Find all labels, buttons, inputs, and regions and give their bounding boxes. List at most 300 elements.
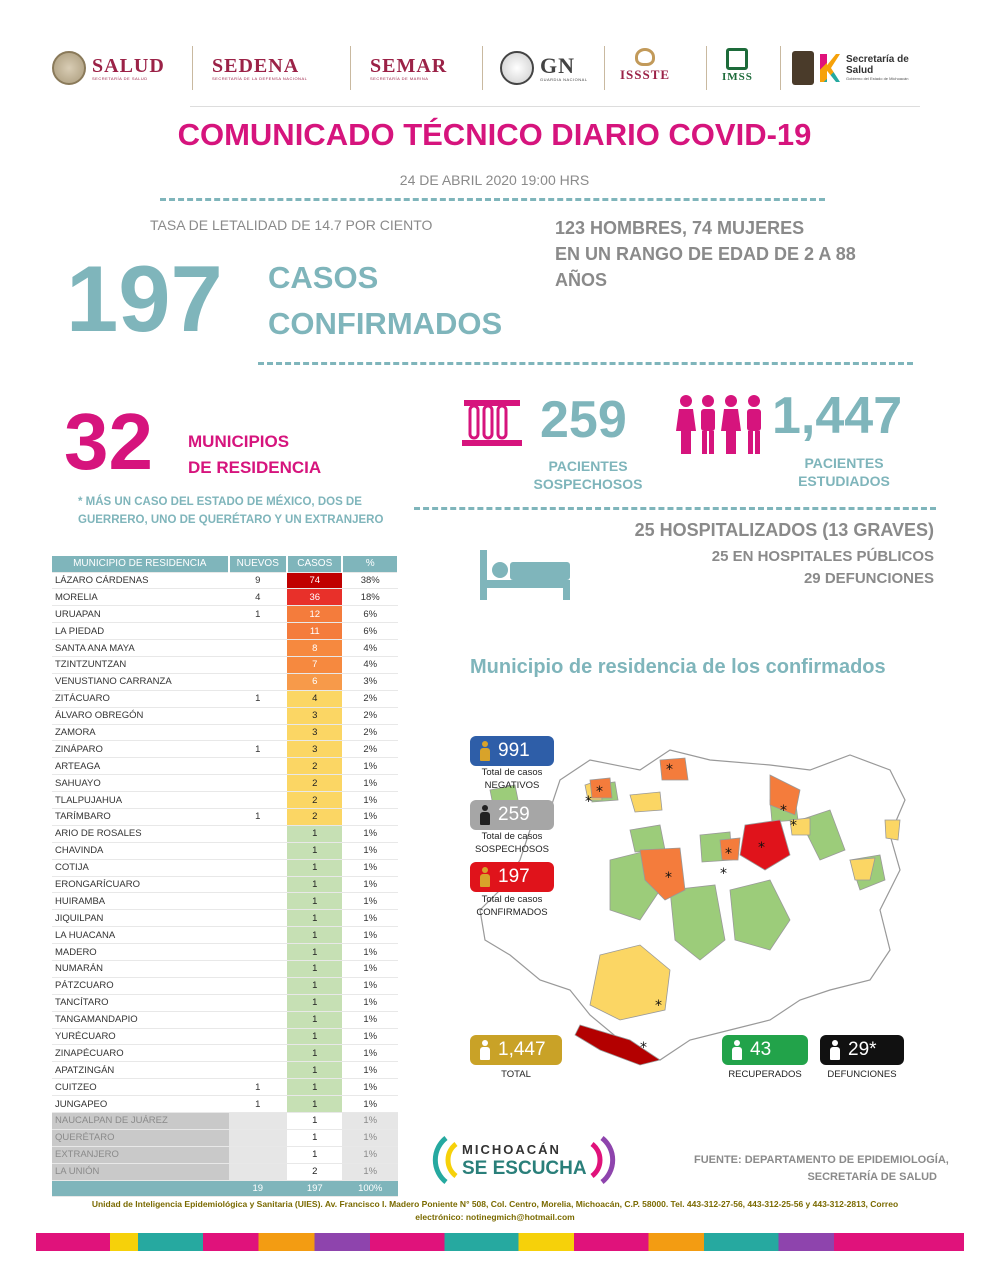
table-row bbox=[52, 623, 398, 640]
cases-cell: 74 bbox=[287, 572, 342, 589]
footer-address: Unidad de Inteligencia Epidemiológica y Sanitaria (UIES). Av. Francisco I. Madero Poniente N° 508, Col. Centro, Morelia, Michoacán, C.P. 58000. Tel. 443-312-27-56, 443-312-25-56 y 443-312-2813, Correo bbox=[91, 1199, 899, 1209]
municipality-name: ERONGARÍCUARO bbox=[52, 876, 229, 893]
recovered-box bbox=[722, 1035, 808, 1065]
svg-text:*: * bbox=[640, 1040, 647, 1056]
semar-logo bbox=[370, 48, 447, 88]
issste-flame-icon bbox=[635, 48, 655, 66]
percent-cell: 6% bbox=[342, 606, 398, 623]
footer-stripe bbox=[36, 1233, 964, 1251]
cases-cell: 1 bbox=[287, 1079, 342, 1096]
percent-cell: 1% bbox=[342, 1028, 398, 1045]
confirmed-caption-1: Total de casos bbox=[481, 894, 543, 905]
table-row bbox=[52, 927, 398, 944]
svg-text:*: * bbox=[596, 784, 603, 800]
cases-cell: 1 bbox=[287, 876, 342, 893]
semar-name: SEMAR bbox=[370, 54, 448, 77]
municipality-name: JIQUILPAN bbox=[52, 910, 229, 927]
suspects-caption-2: SOSPECHOSOS bbox=[475, 844, 549, 856]
percent-cell: 1% bbox=[342, 1163, 398, 1180]
new-cases-cell bbox=[229, 927, 288, 944]
table-row bbox=[52, 707, 398, 724]
total-pct-cell: 100% bbox=[342, 1180, 398, 1197]
new-cases-cell bbox=[229, 977, 288, 994]
new-cases-cell bbox=[229, 825, 288, 842]
hospitalized-line-1: 25 HOSPITALIZADOS (13 GRAVES) bbox=[634, 520, 934, 540]
percent-cell: 1% bbox=[342, 758, 398, 775]
percent-cell: 38% bbox=[342, 572, 398, 589]
person-icon bbox=[478, 805, 492, 825]
demographics-line-2: EN UN RANGO DE EDAD DE 2 A 88 bbox=[555, 244, 856, 264]
new-cases-cell: 1 bbox=[229, 741, 288, 758]
municipality-name: ZINAPÉCUARO bbox=[52, 1045, 229, 1062]
table-row bbox=[52, 977, 398, 994]
cases-cell: 1 bbox=[287, 825, 342, 842]
new-cases-cell bbox=[229, 944, 288, 961]
confirmed-label-2: CONFIRMADOS bbox=[268, 306, 503, 341]
studied-label-2: ESTUDIADOS bbox=[798, 473, 890, 489]
cases-cell: 1 bbox=[287, 1096, 342, 1113]
logo-divider bbox=[350, 46, 351, 90]
logo-divider bbox=[192, 46, 193, 90]
suspects-value: 259 bbox=[498, 804, 530, 825]
table-row bbox=[52, 893, 398, 910]
semar-sub: SECRETARÍA DE MARINA bbox=[370, 75, 429, 81]
percent-cell: 1% bbox=[342, 960, 398, 977]
cases-cell: 36 bbox=[287, 589, 342, 606]
imss-emblem-icon bbox=[726, 48, 748, 70]
hospitalized-line-3: 29 DEFUNCIONES bbox=[803, 570, 934, 587]
table-row bbox=[52, 1146, 398, 1163]
table-row bbox=[52, 1079, 398, 1096]
cases-cell: 1 bbox=[287, 1146, 342, 1163]
percent-cell: 1% bbox=[342, 1062, 398, 1079]
municipality-name: COTIJA bbox=[52, 859, 229, 876]
studied-label-1: PACIENTES bbox=[804, 455, 884, 471]
new-cases-cell bbox=[229, 859, 288, 876]
table-row bbox=[52, 1011, 398, 1028]
michoacan-crest-icon bbox=[792, 51, 814, 85]
gn-name: GN bbox=[540, 52, 575, 78]
new-cases-cell bbox=[229, 792, 288, 809]
municipalities-note-2: GUERRERO, UNO DE QUERÉTARO Y UN EXTRANJERO bbox=[78, 514, 384, 526]
new-cases-cell bbox=[229, 842, 288, 859]
imss-name: IMSS bbox=[722, 71, 753, 83]
cases-cell: 2 bbox=[287, 758, 342, 775]
total-cases-cell: 197 bbox=[287, 1180, 342, 1197]
page-title: COMUNICADO TÉCNICO DIARIO COVID-19 bbox=[177, 117, 812, 152]
negatives-caption-2: NEGATIVOS bbox=[484, 780, 540, 792]
municipality-name: EXTRANJERO bbox=[52, 1146, 229, 1163]
cases-cell: 1 bbox=[287, 944, 342, 961]
percent-cell: 1% bbox=[342, 893, 398, 910]
confirmed-box bbox=[470, 862, 554, 892]
svg-text:*: * bbox=[655, 998, 662, 1014]
deaths-value: 29* bbox=[848, 1039, 877, 1060]
table-row bbox=[52, 944, 398, 961]
cases-cell: 2 bbox=[287, 1163, 342, 1180]
municipality-name: MADERO bbox=[52, 944, 229, 961]
svg-text:*: * bbox=[725, 846, 732, 862]
new-cases-cell: 9 bbox=[229, 572, 288, 589]
lethality-rate: TASA DE LETALIDAD DE 14.7 POR CIENTO bbox=[150, 217, 433, 233]
new-cases-cell bbox=[229, 876, 288, 893]
municipality-name: TANCÍTARO bbox=[52, 994, 229, 1011]
municipality-name: LA UNIÓN bbox=[52, 1163, 229, 1180]
table-row bbox=[52, 690, 398, 707]
percent-cell: 6% bbox=[342, 623, 398, 640]
new-cases-cell bbox=[229, 1163, 288, 1180]
michoacan-salud-logo bbox=[792, 48, 916, 88]
percent-cell: 1% bbox=[342, 1096, 398, 1113]
cases-cell: 1 bbox=[287, 1062, 342, 1079]
table-header: NUEVOS bbox=[229, 556, 288, 572]
dash-divider bbox=[414, 507, 936, 510]
table-header: % bbox=[342, 556, 398, 572]
person-icon bbox=[478, 867, 492, 887]
negatives-caption bbox=[470, 766, 554, 793]
suspects-caption bbox=[470, 830, 554, 857]
new-cases-cell: 1 bbox=[229, 1079, 288, 1096]
cases-cell: 2 bbox=[287, 808, 342, 825]
cases-cell: 2 bbox=[287, 792, 342, 809]
totals-row bbox=[52, 1180, 398, 1197]
svg-text:*: * bbox=[780, 803, 787, 819]
table-row bbox=[52, 758, 398, 775]
municipalities-label-2: DE RESIDENCIA bbox=[188, 458, 322, 477]
percent-cell: 1% bbox=[342, 927, 398, 944]
cases-cell: 1 bbox=[287, 1113, 342, 1130]
new-cases-cell bbox=[229, 1045, 288, 1062]
table-row bbox=[52, 656, 398, 673]
sec-salud-name: Secretaría de Salud bbox=[846, 54, 909, 76]
new-cases-cell bbox=[229, 640, 288, 657]
table-row bbox=[52, 741, 398, 758]
new-cases-cell: 1 bbox=[229, 606, 288, 623]
confirmed-label-1: CASOS bbox=[268, 260, 379, 295]
table-row bbox=[52, 1062, 398, 1079]
municipality-name: QUERÉTARO bbox=[52, 1129, 229, 1146]
table-row bbox=[52, 842, 398, 859]
issste-name: ISSSTE bbox=[620, 67, 671, 82]
cases-cell: 1 bbox=[287, 842, 342, 859]
cases-cell: 4 bbox=[287, 690, 342, 707]
table-row bbox=[52, 859, 398, 876]
new-cases-cell bbox=[229, 758, 288, 775]
logo-divider bbox=[482, 46, 483, 90]
new-cases-cell bbox=[229, 673, 288, 690]
percent-cell: 18% bbox=[342, 589, 398, 606]
municipalities-label-1: MUNICIPIOS bbox=[188, 432, 290, 451]
table-row bbox=[52, 808, 398, 825]
sedena-sub: SECRETARÍA DE LA DEFENSA NACIONAL bbox=[212, 75, 308, 81]
recovered-caption: RECUPERADOS bbox=[728, 1069, 802, 1080]
hospital-bed-icon bbox=[478, 550, 572, 600]
new-cases-cell bbox=[229, 910, 288, 927]
negatives-caption-1: Total de casos bbox=[481, 767, 543, 778]
new-cases-cell: 1 bbox=[229, 690, 288, 707]
hospitalized-line-2: 25 EN HOSPITALES PÚBLICOS bbox=[711, 548, 934, 565]
test-tubes-icon bbox=[462, 398, 522, 448]
new-cases-cell bbox=[229, 1011, 288, 1028]
municipalities-table bbox=[52, 556, 399, 1197]
new-cases-cell: 1 bbox=[229, 808, 288, 825]
total-box bbox=[470, 1035, 562, 1065]
municipality-name: JUNGAPEO bbox=[52, 1096, 229, 1113]
municipality-name: HUIRAMBA bbox=[52, 893, 229, 910]
municipality-name: LA HUACANA bbox=[52, 927, 229, 944]
percent-cell: 1% bbox=[342, 876, 398, 893]
campaign-line-2: SE ESCUCHA bbox=[462, 1158, 587, 1179]
cases-cell: 1 bbox=[287, 910, 342, 927]
sedena-name: SEDENA bbox=[212, 54, 300, 77]
percent-cell: 1% bbox=[342, 775, 398, 792]
cases-cell: 3 bbox=[287, 707, 342, 724]
new-cases-cell bbox=[229, 994, 288, 1011]
svg-text:*: * bbox=[665, 870, 672, 886]
percent-cell: 1% bbox=[342, 994, 398, 1011]
mexico-seal-icon bbox=[52, 51, 86, 85]
percent-cell: 1% bbox=[342, 977, 398, 994]
table-body bbox=[52, 572, 398, 1197]
people-icon bbox=[730, 1040, 744, 1060]
municipality-name: ZINÁPARO bbox=[52, 741, 229, 758]
table-row bbox=[52, 825, 398, 842]
table-row bbox=[52, 589, 398, 606]
new-cases-cell bbox=[229, 623, 288, 640]
municipality-name: LA PIEDAD bbox=[52, 623, 229, 640]
issste-logo bbox=[620, 48, 670, 88]
svg-text:*: * bbox=[758, 840, 765, 856]
table-row bbox=[52, 775, 398, 792]
municipality-name: SANTA ANA MAYA bbox=[52, 640, 229, 657]
table-row bbox=[52, 910, 398, 927]
table-row bbox=[52, 640, 398, 657]
municipalities-note-1: * MÁS UN CASO DEL ESTADO DE MÉXICO, DOS DE bbox=[78, 496, 362, 508]
svg-text:*: * bbox=[720, 866, 727, 882]
suspects-label-2: SOSPECHOSOS bbox=[533, 476, 643, 492]
percent-cell: 1% bbox=[342, 1113, 398, 1130]
municipality-name: ZITÁCUARO bbox=[52, 690, 229, 707]
cases-cell: 6 bbox=[287, 673, 342, 690]
percent-cell: 1% bbox=[342, 842, 398, 859]
dash-divider bbox=[258, 362, 913, 365]
cases-cell: 1 bbox=[287, 1129, 342, 1146]
municipality-name: CUITZEO bbox=[52, 1079, 229, 1096]
new-cases-cell bbox=[229, 707, 288, 724]
cases-cell: 12 bbox=[287, 606, 342, 623]
table-row bbox=[52, 1028, 398, 1045]
svg-text:*: * bbox=[790, 818, 797, 834]
cases-cell: 1 bbox=[287, 859, 342, 876]
new-cases-cell bbox=[229, 1113, 288, 1130]
total-caption: TOTAL bbox=[501, 1069, 531, 1080]
municipality-name: ÁLVARO OBREGÓN bbox=[52, 707, 229, 724]
imss-logo bbox=[722, 48, 753, 88]
cases-cell: 1 bbox=[287, 960, 342, 977]
table-row bbox=[52, 1096, 398, 1113]
salud-logo bbox=[52, 48, 165, 88]
cases-cell: 8 bbox=[287, 640, 342, 657]
gn-logo bbox=[500, 48, 588, 88]
percent-cell: 1% bbox=[342, 1079, 398, 1096]
cases-cell: 1 bbox=[287, 893, 342, 910]
table-row bbox=[52, 724, 398, 741]
table-row bbox=[52, 1113, 398, 1130]
table-row bbox=[52, 606, 398, 623]
cases-cell: 3 bbox=[287, 724, 342, 741]
report-date: 24 DE ABRIL 2020 19:00 HRS bbox=[399, 172, 590, 188]
table-row bbox=[52, 572, 398, 589]
new-cases-cell bbox=[229, 775, 288, 792]
municipality-name: ZAMORA bbox=[52, 724, 229, 741]
campaign-line-1: MICHOACÁN bbox=[462, 1142, 561, 1157]
new-cases-cell bbox=[229, 656, 288, 673]
municipality-name: MORELIA bbox=[52, 589, 229, 606]
percent-cell: 1% bbox=[342, 1146, 398, 1163]
new-cases-cell bbox=[229, 960, 288, 977]
people-icon bbox=[478, 1040, 492, 1060]
svg-text:*: * bbox=[585, 794, 592, 810]
table-row bbox=[52, 1045, 398, 1062]
person-icon bbox=[478, 741, 492, 761]
cases-cell: 7 bbox=[287, 656, 342, 673]
municipality-name: NUMARÁN bbox=[52, 960, 229, 977]
people-group-icon bbox=[676, 394, 766, 456]
confirmed-caption-2: CONFIRMADOS bbox=[476, 907, 548, 919]
negatives-box bbox=[470, 736, 554, 766]
logo-divider bbox=[780, 46, 781, 90]
suspects-label-1: PACIENTES bbox=[548, 458, 628, 474]
table-row bbox=[52, 876, 398, 893]
percent-cell: 4% bbox=[342, 656, 398, 673]
table-row bbox=[52, 792, 398, 809]
municipality-name: YURÉCUARO bbox=[52, 1028, 229, 1045]
percent-cell: 1% bbox=[342, 792, 398, 809]
percent-cell: 1% bbox=[342, 825, 398, 842]
percent-cell: 4% bbox=[342, 640, 398, 657]
municipality-name: NAUCALPAN DE JUÁREZ bbox=[52, 1113, 229, 1130]
cases-cell: 1 bbox=[287, 927, 342, 944]
percent-cell: 2% bbox=[342, 741, 398, 758]
municipality-name: LÁZARO CÁRDENAS bbox=[52, 572, 229, 589]
percent-cell: 1% bbox=[342, 944, 398, 961]
new-cases-cell bbox=[229, 893, 288, 910]
header-divider bbox=[190, 106, 920, 107]
municipality-name: VENUSTIANO CARRANZA bbox=[52, 673, 229, 690]
table-header-row bbox=[52, 556, 398, 572]
new-cases-cell bbox=[229, 1028, 288, 1045]
suspects-caption-1: Total de casos bbox=[481, 831, 543, 842]
footer-email: electrónico: notinegmich@hotmail.com bbox=[415, 1212, 575, 1222]
studied-number: 1,447 bbox=[772, 387, 903, 445]
deaths-caption: DEFUNCIONES bbox=[827, 1069, 897, 1080]
total-value: 1,447 bbox=[498, 1039, 546, 1060]
recovered-value: 43 bbox=[750, 1039, 772, 1060]
cases-cell: 1 bbox=[287, 994, 342, 1011]
new-cases-cell bbox=[229, 1129, 288, 1146]
confirmed-number: 197 bbox=[66, 246, 223, 351]
person-icon bbox=[828, 1040, 842, 1060]
percent-cell: 3% bbox=[342, 673, 398, 690]
municipality-name: PÁTZCUARO bbox=[52, 977, 229, 994]
cases-cell: 2 bbox=[287, 775, 342, 792]
table-row bbox=[52, 1129, 398, 1146]
deaths-box bbox=[820, 1035, 904, 1065]
percent-cell: 1% bbox=[342, 808, 398, 825]
new-cases-cell bbox=[229, 724, 288, 741]
new-cases-cell bbox=[229, 1062, 288, 1079]
confirmed-value: 197 bbox=[498, 866, 530, 887]
cases-cell: 1 bbox=[287, 1045, 342, 1062]
dash-divider bbox=[160, 198, 825, 201]
source-line-1: FUENTE: DEPARTAMENTO DE EPIDEMIOLOGÍA, bbox=[694, 1154, 949, 1166]
total-name-cell bbox=[52, 1180, 229, 1197]
source-line-2: SECRETARÍA DE SALUD bbox=[807, 1171, 937, 1183]
table-row bbox=[52, 673, 398, 690]
sedena-logo bbox=[212, 48, 307, 88]
demographics-line-1: 123 HOMBRES, 74 MUJERES bbox=[555, 218, 805, 238]
municipality-name: APATZINGÁN bbox=[52, 1062, 229, 1079]
salud-sub: SECRETARÍA DE SALUD bbox=[92, 75, 148, 81]
svg-text:*: * bbox=[666, 762, 673, 778]
cases-cell: 3 bbox=[287, 741, 342, 758]
municipality-name: TANGAMANDAPIO bbox=[52, 1011, 229, 1028]
table-row bbox=[52, 994, 398, 1011]
total-new-cell: 19 bbox=[229, 1180, 288, 1197]
k-brand-icon bbox=[820, 54, 840, 82]
percent-cell: 2% bbox=[342, 707, 398, 724]
negatives-value: 991 bbox=[498, 740, 530, 761]
demographics-line-3: AÑOS bbox=[555, 270, 608, 290]
cases-cell: 1 bbox=[287, 977, 342, 994]
percent-cell: 1% bbox=[342, 910, 398, 927]
new-cases-cell bbox=[229, 1146, 288, 1163]
suspects-number: 259 bbox=[540, 391, 627, 449]
cases-cell: 11 bbox=[287, 623, 342, 640]
municipalities-number: 32 bbox=[64, 397, 153, 486]
sec-salud-sub: Gobierno del Estado de Michoacán bbox=[846, 76, 909, 81]
municipality-name: ARIO DE ROSALES bbox=[52, 825, 229, 842]
table-row bbox=[52, 960, 398, 977]
confirmed-caption bbox=[470, 893, 554, 920]
gn-seal-icon bbox=[500, 51, 534, 85]
new-cases-cell: 4 bbox=[229, 589, 288, 606]
cases-cell: 1 bbox=[287, 1011, 342, 1028]
municipality-name: TARÍMBARO bbox=[52, 808, 229, 825]
map-title: Municipio de residencia de los confirmados bbox=[470, 656, 886, 678]
municipality-name: CHAVINDA bbox=[52, 842, 229, 859]
municipality-name: ARTEAGA bbox=[52, 758, 229, 775]
municipality-name: URUAPAN bbox=[52, 606, 229, 623]
salud-name: SALUD bbox=[92, 54, 165, 77]
municipality-name: SAHUAYO bbox=[52, 775, 229, 792]
municipality-name: TZINTZUNTZAN bbox=[52, 656, 229, 673]
table-header: CASOS bbox=[287, 556, 342, 572]
new-cases-cell: 1 bbox=[229, 1096, 288, 1113]
suspects-box bbox=[470, 800, 554, 830]
cases-cell: 1 bbox=[287, 1028, 342, 1045]
percent-cell: 2% bbox=[342, 724, 398, 741]
municipality-name: TLALPUJAHUA bbox=[52, 792, 229, 809]
logo-divider bbox=[706, 46, 707, 90]
logo-divider bbox=[604, 46, 605, 90]
table-row bbox=[52, 1163, 398, 1180]
table-header: MUNICIPIO DE RESIDENCIA bbox=[52, 556, 229, 572]
percent-cell: 2% bbox=[342, 690, 398, 707]
percent-cell: 1% bbox=[342, 1011, 398, 1028]
gn-sub: GUARDIA NACIONAL bbox=[540, 76, 588, 82]
percent-cell: 1% bbox=[342, 1129, 398, 1146]
